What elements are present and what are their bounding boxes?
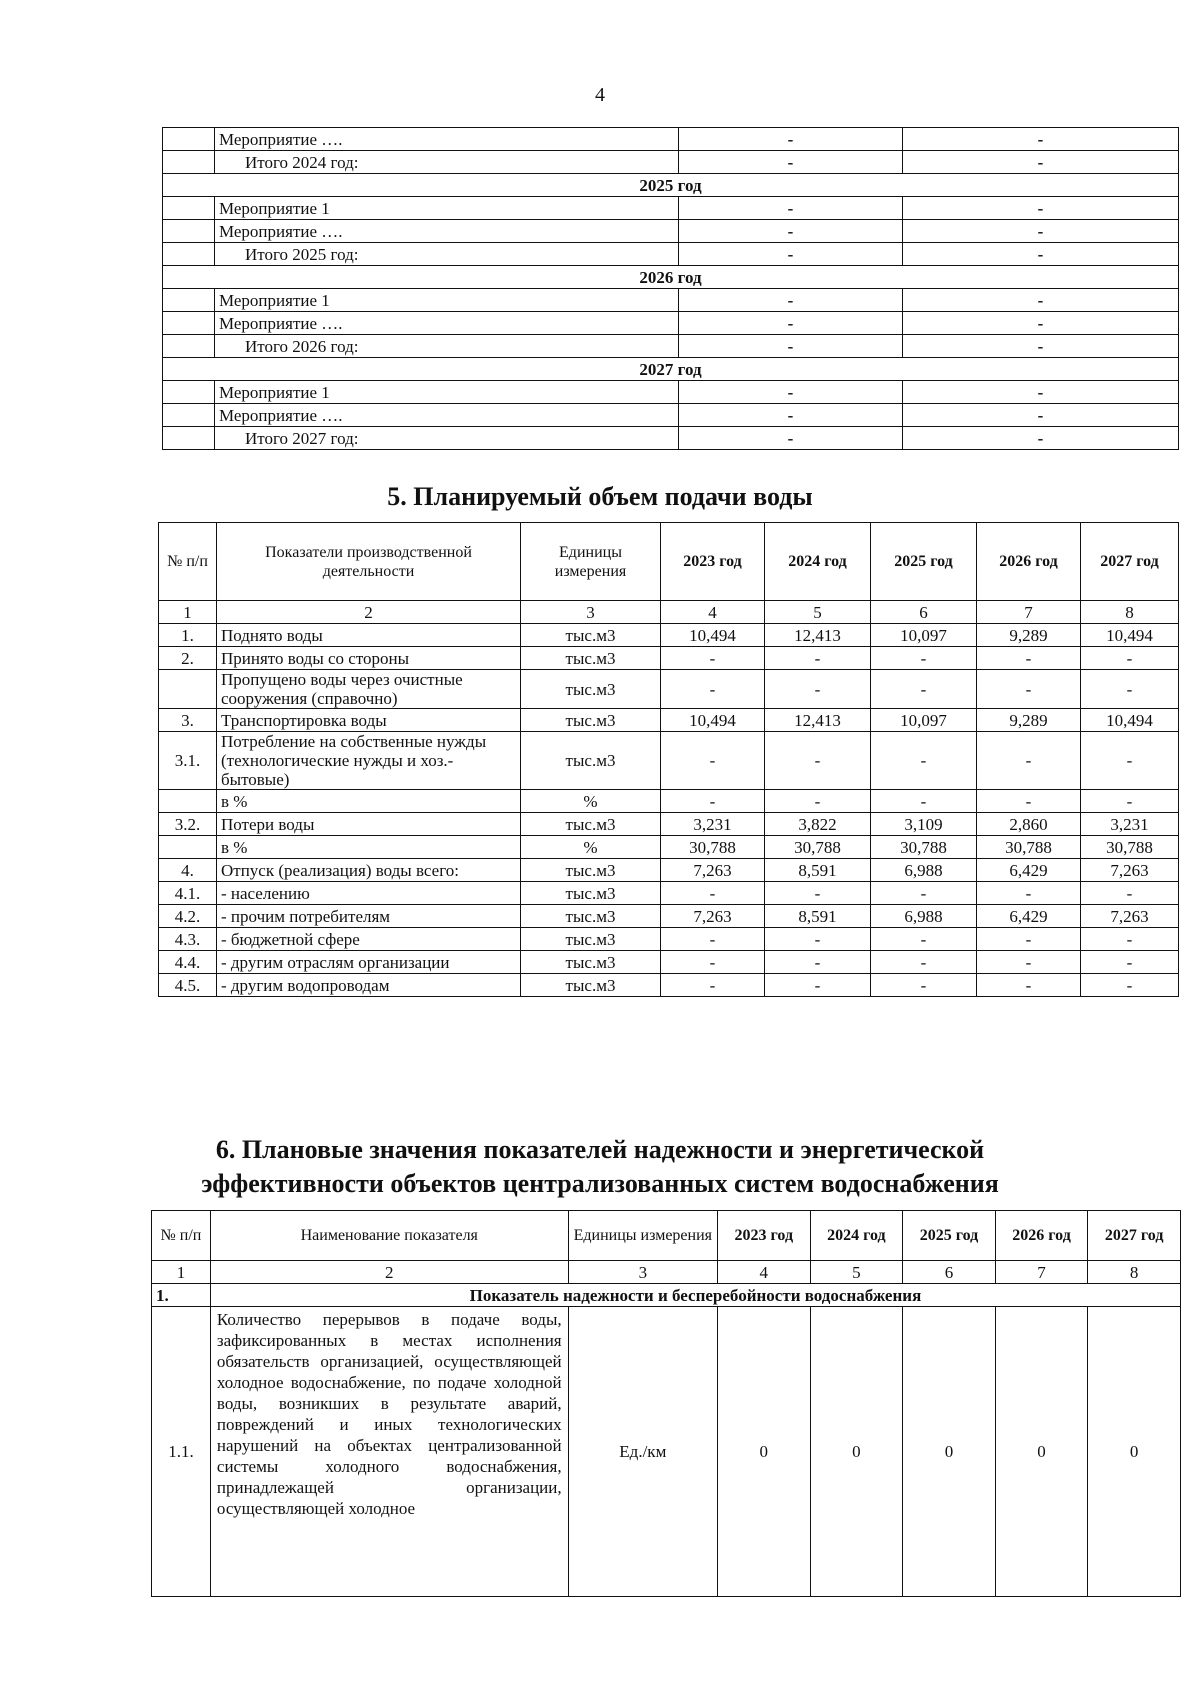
row-value: 3,231 bbox=[661, 813, 765, 836]
row-value: - bbox=[765, 670, 871, 709]
table-row bbox=[159, 974, 1179, 997]
row-value: 30,788 bbox=[765, 836, 871, 859]
row-value: - bbox=[871, 647, 977, 670]
table-row bbox=[159, 732, 1179, 790]
row-indicator-name: Количество перерывов в подаче воды, зафиксированных в местах исполнения обязательств организацией, осуществляющей холодное водоснабжение, по подаче холодной воды, возникших в результате аварий, повреждений и иных технологических нарушений на объектах централизованной системы холодного водоснабжения, принадлежащей организации, осуществляющей холодное bbox=[210, 1307, 568, 1597]
row-value: 6,988 bbox=[871, 905, 977, 928]
section-5-title: 5. Планируемый объем подачи воды bbox=[387, 482, 813, 511]
group-num: 1. bbox=[152, 1284, 211, 1307]
total-row bbox=[163, 243, 1179, 266]
row-value: 6,429 bbox=[977, 859, 1081, 882]
table-row bbox=[159, 709, 1179, 732]
row-num: 4.3. bbox=[159, 928, 217, 951]
row-indicator: - прочим потребителям bbox=[217, 905, 521, 928]
row-unit: тыс.м3 bbox=[521, 670, 661, 709]
header-year: 2025 год bbox=[871, 523, 977, 601]
row-value: - bbox=[765, 951, 871, 974]
row-value: 0 bbox=[1088, 1307, 1181, 1597]
header-year: 2027 год bbox=[1088, 1211, 1181, 1261]
col-number: 2 bbox=[210, 1261, 568, 1284]
row-value: - bbox=[977, 974, 1081, 997]
row-value: 10,097 bbox=[871, 624, 977, 647]
col-number: 3 bbox=[521, 601, 661, 624]
row-num bbox=[159, 790, 217, 813]
row-unit: тыс.м3 bbox=[521, 928, 661, 951]
row-value: - bbox=[977, 732, 1081, 790]
total-label: Итого 2026 год: bbox=[215, 335, 679, 358]
row-unit: тыс.м3 bbox=[521, 624, 661, 647]
row-value: 6,429 bbox=[977, 905, 1081, 928]
row-num: 3. bbox=[159, 709, 217, 732]
header-year: 2024 год bbox=[765, 523, 871, 601]
row-num: 1. bbox=[159, 624, 217, 647]
header-year: 2026 год bbox=[995, 1211, 1088, 1261]
row-value: 0 bbox=[903, 1307, 996, 1597]
section-6-title-line1: 6. Плановые значения показателей надежности и энергетической bbox=[215, 1135, 985, 1164]
col-number: 5 bbox=[765, 601, 871, 624]
col-number: 1 bbox=[152, 1261, 211, 1284]
row-unit: тыс.м3 bbox=[521, 951, 661, 974]
event-value: - bbox=[903, 404, 1179, 427]
event-value: - bbox=[903, 151, 1179, 174]
row-unit: тыс.м3 bbox=[521, 813, 661, 836]
row-value: - bbox=[871, 732, 977, 790]
row-value: - bbox=[1081, 670, 1179, 709]
year-label: 2027 год bbox=[163, 358, 1179, 381]
event-value: - bbox=[679, 404, 903, 427]
row-value: 3,109 bbox=[871, 813, 977, 836]
row-value: - bbox=[977, 670, 1081, 709]
event-num bbox=[163, 220, 215, 243]
table-row bbox=[159, 624, 1179, 647]
row-value: - bbox=[1081, 951, 1179, 974]
row-num: 3.1. bbox=[159, 732, 217, 790]
event-num bbox=[163, 335, 215, 358]
table-row bbox=[159, 836, 1179, 859]
col-number: 7 bbox=[995, 1261, 1088, 1284]
event-row bbox=[163, 404, 1179, 427]
header-unit: Единицы измерения bbox=[521, 523, 661, 601]
col-number: 5 bbox=[810, 1261, 903, 1284]
row-value: - bbox=[1081, 732, 1179, 790]
row-value: 9,289 bbox=[977, 709, 1081, 732]
row-value: - bbox=[977, 951, 1081, 974]
water-supply-table bbox=[158, 522, 1179, 997]
row-unit: тыс.м3 bbox=[521, 859, 661, 882]
row-value: 0 bbox=[718, 1307, 811, 1597]
table-row bbox=[159, 790, 1179, 813]
total-row bbox=[163, 335, 1179, 358]
row-indicator: - другим отраслям организации bbox=[217, 951, 521, 974]
row-value: 7,263 bbox=[1081, 859, 1179, 882]
row-value: - bbox=[661, 732, 765, 790]
row-value: - bbox=[871, 882, 977, 905]
row-value: 30,788 bbox=[871, 836, 977, 859]
header-name: Наименование показателя bbox=[210, 1211, 568, 1261]
row-value: - bbox=[765, 974, 871, 997]
row-value: - bbox=[871, 974, 977, 997]
event-row bbox=[163, 128, 1179, 151]
row-value: - bbox=[977, 647, 1081, 670]
event-num bbox=[163, 427, 215, 450]
row-unit: Ед./км bbox=[568, 1307, 717, 1597]
col-number: 6 bbox=[871, 601, 977, 624]
header-year: 2027 год bbox=[1081, 523, 1179, 601]
col-number: 1 bbox=[159, 601, 217, 624]
total-label: Итого 2025 год: bbox=[215, 243, 679, 266]
total-row bbox=[163, 151, 1179, 174]
total-row bbox=[163, 427, 1179, 450]
row-value: 10,494 bbox=[661, 709, 765, 732]
event-value: - bbox=[903, 289, 1179, 312]
row-value: 3,822 bbox=[765, 813, 871, 836]
page-number: 4 bbox=[595, 84, 605, 106]
row-value: - bbox=[1081, 974, 1179, 997]
row-value: - bbox=[977, 790, 1081, 813]
row-value: - bbox=[661, 647, 765, 670]
row-value: - bbox=[661, 928, 765, 951]
table-row bbox=[159, 670, 1179, 709]
row-value: 2,860 bbox=[977, 813, 1081, 836]
row-unit: % bbox=[521, 790, 661, 813]
table-row bbox=[159, 882, 1179, 905]
total-label: Итого 2024 год: bbox=[215, 151, 679, 174]
event-value: - bbox=[679, 335, 903, 358]
row-value: - bbox=[1081, 790, 1179, 813]
row-unit: тыс.м3 bbox=[521, 647, 661, 670]
event-value: - bbox=[903, 335, 1179, 358]
row-value: - bbox=[765, 882, 871, 905]
header-year: 2025 год bbox=[903, 1211, 996, 1261]
row-indicator: Транспортировка воды bbox=[217, 709, 521, 732]
header-indicator: Показатели производственной деятельности bbox=[217, 523, 521, 601]
row-value: - bbox=[765, 647, 871, 670]
row-value: - bbox=[1081, 928, 1179, 951]
event-value: - bbox=[679, 289, 903, 312]
col-number: 3 bbox=[568, 1261, 717, 1284]
row-value: - bbox=[661, 882, 765, 905]
row-value: - bbox=[871, 951, 977, 974]
table-row bbox=[159, 905, 1179, 928]
event-num bbox=[163, 289, 215, 312]
year-label: 2026 год bbox=[163, 266, 1179, 289]
row-value: 7,263 bbox=[661, 905, 765, 928]
header-year: 2023 год bbox=[718, 1211, 811, 1261]
header-num: № п/п bbox=[152, 1211, 211, 1261]
row-value: 10,097 bbox=[871, 709, 977, 732]
row-indicator: Потери воды bbox=[217, 813, 521, 836]
header-year: 2024 год bbox=[810, 1211, 903, 1261]
row-value: - bbox=[871, 928, 977, 951]
table-row bbox=[159, 859, 1179, 882]
row-num bbox=[159, 836, 217, 859]
event-value: - bbox=[903, 128, 1179, 151]
row-indicator: - населению bbox=[217, 882, 521, 905]
total-label: Итого 2027 год: bbox=[215, 427, 679, 450]
row-value: - bbox=[977, 928, 1081, 951]
year-header-row bbox=[163, 358, 1179, 381]
row-value: 30,788 bbox=[661, 836, 765, 859]
row-value: 10,494 bbox=[1081, 624, 1179, 647]
row-unit: тыс.м3 bbox=[521, 974, 661, 997]
row-indicator: в % bbox=[217, 836, 521, 859]
header-year: 2023 год bbox=[661, 523, 765, 601]
row-value: 7,263 bbox=[1081, 905, 1179, 928]
row-indicator: Пропущено воды через очистные сооружения (справочно) bbox=[217, 670, 521, 709]
row-value: - bbox=[871, 670, 977, 709]
row-unit: тыс.м3 bbox=[521, 905, 661, 928]
year-label: 2025 год bbox=[163, 174, 1179, 197]
event-label: Мероприятие 1 bbox=[215, 381, 679, 404]
year-header-row bbox=[163, 174, 1179, 197]
row-value: - bbox=[765, 928, 871, 951]
row-value: 3,231 bbox=[1081, 813, 1179, 836]
row-value: - bbox=[977, 882, 1081, 905]
event-value: - bbox=[903, 243, 1179, 266]
col-number: 2 bbox=[217, 601, 521, 624]
row-value: - bbox=[1081, 647, 1179, 670]
event-value: - bbox=[679, 128, 903, 151]
event-num bbox=[163, 151, 215, 174]
event-value: - bbox=[679, 197, 903, 220]
row-unit: % bbox=[521, 836, 661, 859]
row-unit: тыс.м3 bbox=[521, 732, 661, 790]
row-value: 9,289 bbox=[977, 624, 1081, 647]
col-number: 8 bbox=[1088, 1261, 1181, 1284]
event-value: - bbox=[679, 243, 903, 266]
event-row bbox=[163, 381, 1179, 404]
col-number: 4 bbox=[718, 1261, 811, 1284]
row-indicator: - другим водопроводам bbox=[217, 974, 521, 997]
row-value: 10,494 bbox=[1081, 709, 1179, 732]
event-value: - bbox=[679, 427, 903, 450]
event-num bbox=[163, 243, 215, 266]
event-value: - bbox=[679, 381, 903, 404]
row-value: 7,263 bbox=[661, 859, 765, 882]
row-unit: тыс.м3 bbox=[521, 882, 661, 905]
row-value: - bbox=[765, 790, 871, 813]
row-indicator: в % bbox=[217, 790, 521, 813]
row-num: 4.4. bbox=[159, 951, 217, 974]
event-row bbox=[163, 197, 1179, 220]
year-header-row bbox=[163, 266, 1179, 289]
row-indicator: Отпуск (реализация) воды всего: bbox=[217, 859, 521, 882]
event-row bbox=[163, 220, 1179, 243]
event-num bbox=[163, 404, 215, 427]
event-num bbox=[163, 128, 215, 151]
row-value: - bbox=[661, 974, 765, 997]
event-value: - bbox=[903, 220, 1179, 243]
col-number: 7 bbox=[977, 601, 1081, 624]
row-value: 10,494 bbox=[661, 624, 765, 647]
row-num bbox=[159, 670, 217, 709]
row-value: 6,988 bbox=[871, 859, 977, 882]
table-row bbox=[159, 951, 1179, 974]
event-value: - bbox=[679, 151, 903, 174]
row-value: - bbox=[661, 790, 765, 813]
events-table bbox=[162, 127, 1179, 450]
row-num: 3.2. bbox=[159, 813, 217, 836]
row-value: 30,788 bbox=[977, 836, 1081, 859]
row-value: - bbox=[661, 951, 765, 974]
event-value: - bbox=[679, 220, 903, 243]
event-value: - bbox=[903, 197, 1179, 220]
section-6-title bbox=[0, 1133, 1200, 1201]
col-number: 8 bbox=[1081, 601, 1179, 624]
row-indicator: Поднято воды bbox=[217, 624, 521, 647]
table-row bbox=[159, 647, 1179, 670]
event-row bbox=[163, 289, 1179, 312]
row-value: 12,413 bbox=[765, 709, 871, 732]
row-num: 4.5. bbox=[159, 974, 217, 997]
header-year: 2026 год bbox=[977, 523, 1081, 601]
header-unit: Единицы измерения bbox=[568, 1211, 717, 1261]
event-row bbox=[163, 312, 1179, 335]
row-value: 8,591 bbox=[765, 905, 871, 928]
row-value: 12,413 bbox=[765, 624, 871, 647]
row-value: 0 bbox=[995, 1307, 1088, 1597]
reliability-table bbox=[151, 1210, 1181, 1597]
col-number: 4 bbox=[661, 601, 765, 624]
row-num: 2. bbox=[159, 647, 217, 670]
event-label: Мероприятие …. bbox=[215, 404, 679, 427]
table-row bbox=[159, 813, 1179, 836]
event-value: - bbox=[903, 381, 1179, 404]
row-unit: тыс.м3 bbox=[521, 709, 661, 732]
event-value: - bbox=[903, 427, 1179, 450]
row-num: 4.2. bbox=[159, 905, 217, 928]
row-num: 4. bbox=[159, 859, 217, 882]
event-label: Мероприятие …. bbox=[215, 220, 679, 243]
row-value: - bbox=[661, 670, 765, 709]
row-num: 1.1. bbox=[152, 1307, 211, 1597]
event-num bbox=[163, 381, 215, 404]
row-value: 30,788 bbox=[1081, 836, 1179, 859]
event-label: Мероприятие …. bbox=[215, 312, 679, 335]
event-label: Мероприятие 1 bbox=[215, 197, 679, 220]
section-6-title-line2: эффективности объектов централизованных систем водоснабжения bbox=[201, 1169, 999, 1198]
col-number: 6 bbox=[903, 1261, 996, 1284]
event-num bbox=[163, 312, 215, 335]
event-label: Мероприятие 1 bbox=[215, 289, 679, 312]
row-value: - bbox=[871, 790, 977, 813]
event-num bbox=[163, 197, 215, 220]
row-value: 0 bbox=[810, 1307, 903, 1597]
row-indicator: Потребление на собственные нужды (технологические нужды и хоз.-бытовые) bbox=[217, 732, 521, 790]
table-row bbox=[159, 928, 1179, 951]
row-num: 4.1. bbox=[159, 882, 217, 905]
header-num: № п/п bbox=[159, 523, 217, 601]
row-indicator: - бюджетной сфере bbox=[217, 928, 521, 951]
row-indicator: Принято воды со стороны bbox=[217, 647, 521, 670]
event-label: Мероприятие …. bbox=[215, 128, 679, 151]
row-value: - bbox=[1081, 882, 1179, 905]
row-value: 8,591 bbox=[765, 859, 871, 882]
row-value: - bbox=[765, 732, 871, 790]
group-title: Показатель надежности и бесперебойности водоснабжения bbox=[210, 1284, 1180, 1307]
event-value: - bbox=[903, 312, 1179, 335]
event-value: - bbox=[679, 312, 903, 335]
